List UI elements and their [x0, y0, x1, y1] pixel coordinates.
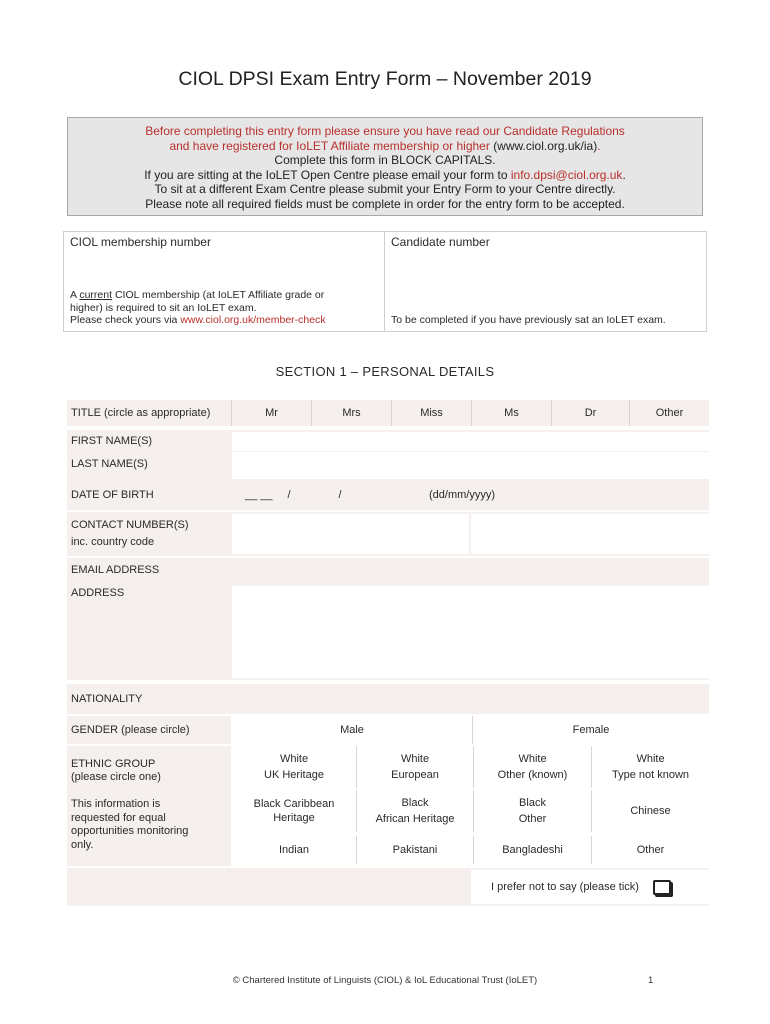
- ethnic-white-uk-line-1: White: [279, 753, 309, 765]
- notice-line-2-end: .: [597, 138, 601, 153]
- membership-note-current: current: [79, 289, 113, 302]
- notice-email-link[interactable]: info.dpsi@ciol.org.uk: [510, 167, 623, 182]
- prefer-not-row: [67, 868, 709, 906]
- address-row: [67, 582, 709, 680]
- notice-line-6: Please note all required fields must be complete in order for the entry form to be accepted.: [145, 196, 625, 211]
- contact-label: [71, 512, 189, 556]
- gender-option-female[interactable]: Female: [472, 716, 709, 744]
- page-title: CIOL DPSI Exam Entry Form – November 2019: [178, 68, 592, 90]
- ethnic-info-line-1: This information is: [71, 798, 161, 810]
- ethnic-black-african[interactable]: [356, 790, 473, 832]
- title-option-mrs[interactable]: Mrs: [311, 400, 391, 426]
- membership-number-label: CIOL membership number: [70, 235, 211, 249]
- ethnic-white-other[interactable]: [473, 746, 591, 788]
- gender-row: [67, 716, 709, 744]
- ethnic-white-european[interactable]: [356, 746, 473, 788]
- email-row: [67, 558, 709, 582]
- first-name-input[interactable]: [232, 432, 709, 451]
- last-name-input[interactable]: [232, 452, 709, 479]
- ethnic-other-label: Other: [636, 844, 665, 856]
- membership-note-line-3: Please check yours via: [70, 314, 181, 327]
- ethnic-bangladeshi-label: Bangladeshi: [502, 844, 563, 856]
- notice-ia-url[interactable]: (www.ciol.org.uk/ia): [493, 138, 598, 153]
- last-name-row: [67, 452, 709, 480]
- title-label: TITLE (circle as appropriate): [71, 407, 211, 419]
- dob-label: DATE OF BIRTH: [71, 489, 154, 501]
- address-label: ADDRESS: [71, 587, 125, 599]
- ethnic-white-uk-line-2: UK Heritage: [264, 769, 324, 781]
- ethnic-label-line-2: (please circle one): [71, 771, 161, 783]
- ethnic-bangladeshi[interactable]: [473, 836, 591, 864]
- ethnic-chinese-label: Chinese: [630, 805, 671, 817]
- ethnic-black-other[interactable]: [473, 790, 591, 832]
- ethnic-black-other-line-1: Black: [519, 797, 546, 809]
- gender-option-male[interactable]: Male: [340, 724, 364, 736]
- page-number: 1: [648, 975, 654, 986]
- ethnic-black-other-line-2: Other: [518, 813, 547, 825]
- candidate-number-note: To be completed if you have previously sat an IoLET exam.: [391, 314, 666, 327]
- ethnic-info-line-3: opportunities monitoring: [71, 825, 189, 837]
- member-check-link[interactable]: www.ciol.org.uk/member-check: [180, 314, 326, 327]
- ethnic-label-line-1: ETHNIC GROUP: [71, 758, 156, 770]
- ethnic-black-caribbean[interactable]: [232, 790, 356, 832]
- ethnic-black-african-line-1: Black: [401, 797, 429, 809]
- email-input[interactable]: [232, 558, 709, 582]
- section-1-heading: SECTION 1 – PERSONAL DETAILS: [275, 364, 495, 379]
- nationality-row: [67, 684, 709, 714]
- ethnic-white-other-line-1: White: [518, 753, 547, 765]
- ethnic-white-european-line-1: White: [400, 753, 430, 765]
- gender-label: GENDER (please circle): [67, 716, 231, 744]
- ethnic-white-other-line-2: Other (known): [497, 769, 568, 781]
- contact-label-line-1: CONTACT NUMBER(S): [71, 519, 189, 531]
- ethnic-indian-label: Indian: [279, 844, 309, 856]
- ethnic-black-african-line-2: African Heritage: [375, 813, 455, 825]
- prefer-not-label: I prefer not to say (please tick): [491, 881, 639, 893]
- dob-format: (dd/mm/yyyy): [429, 489, 495, 501]
- title-option-dr[interactable]: Dr: [551, 400, 629, 426]
- ethnic-info-note: [71, 798, 188, 852]
- contact-label-line-2: inc. country code: [71, 536, 155, 548]
- first-name-row: [67, 430, 709, 452]
- title-row: [67, 400, 709, 426]
- ethnic-white-unknown-line-2: Type not known: [611, 769, 690, 781]
- dob-slash-1: /: [287, 489, 291, 501]
- notice-line-1: Before completing this entry form please ensure you have read our Candidate Regulations: [145, 124, 625, 138]
- last-name-label: LAST NAME(S): [71, 458, 148, 470]
- notice-line-2-red: and have registered for IoLET Affiliate membership or higher: [169, 138, 494, 153]
- dob-row: [67, 480, 709, 510]
- membership-note: [70, 289, 326, 327]
- first-name-label: FIRST NAME(S): [71, 435, 153, 447]
- candidate-number-label: Candidate number: [391, 235, 490, 249]
- contact-number-input-1[interactable]: [232, 514, 469, 554]
- ethnic-white-uk[interactable]: [232, 746, 356, 788]
- dob-slash-2: /: [338, 489, 342, 501]
- dob-day-blank[interactable]: __ __: [245, 489, 273, 501]
- title-option-mr[interactable]: Mr: [231, 400, 311, 426]
- ethnic-white-unknown[interactable]: [591, 746, 709, 788]
- address-input[interactable]: [232, 586, 709, 678]
- notice-box: [67, 117, 703, 216]
- email-label: EMAIL ADDRESS: [71, 564, 160, 576]
- ethnic-black-caribbean-line-1: Black Caribbean: [253, 798, 335, 810]
- title-option-miss[interactable]: Miss: [391, 400, 471, 426]
- title-option-other[interactable]: Other: [629, 400, 709, 426]
- ethnic-black-caribbean-line-2: Heritage: [273, 812, 315, 824]
- ethnic-white-unknown-line-1: White: [636, 753, 665, 765]
- ethnic-other[interactable]: [591, 836, 709, 864]
- title-option-ms[interactable]: Ms: [471, 400, 551, 426]
- contact-number-input-2[interactable]: [471, 514, 709, 554]
- notice-line-5: To sit at a different Exam Centre please submit your Entry Form to your Centre directly.: [154, 182, 616, 197]
- footer-copyright: © Chartered Institute of Linguists (CIOL) & IoL Educational Trust (IoLET): [232, 975, 538, 986]
- notice-line-2: [68, 139, 702, 154]
- ethnic-group-block: [67, 746, 709, 866]
- membership-box: [63, 231, 707, 332]
- notice-line-4-end: .: [622, 167, 626, 182]
- membership-number-field[interactable]: [64, 232, 385, 331]
- ethnic-label: [71, 758, 161, 784]
- contact-row: [67, 512, 709, 556]
- membership-note-a: A: [70, 289, 80, 302]
- nationality-label: NATIONALITY: [71, 693, 143, 705]
- membership-note-line-2: higher) is required to sit an IoLET exam.: [70, 301, 257, 314]
- ethnic-pakistani[interactable]: [356, 836, 473, 864]
- membership-note-b: CIOL membership (at IoLET Affiliate grade or: [112, 289, 325, 302]
- ethnic-pakistani-label: Pakistani: [392, 844, 438, 856]
- nationality-input[interactable]: [232, 684, 709, 714]
- candidate-number-field[interactable]: [385, 232, 706, 331]
- notice-line-3: Complete this form in BLOCK CAPITALS.: [274, 153, 496, 168]
- prefer-not-option[interactable]: [471, 870, 709, 904]
- ethnic-white-european-line-2: European: [391, 769, 439, 781]
- ethnic-info-line-2: requested for equal: [71, 811, 166, 824]
- ethnic-info-line-4: only.: [71, 838, 94, 851]
- notice-line-4-start: If you are sitting at the IoLET Open Centre please email your form to: [144, 167, 511, 182]
- prefer-not-checkbox[interactable]: [653, 880, 671, 895]
- notice-line-4: [68, 168, 702, 183]
- ethnic-chinese[interactable]: [591, 790, 709, 832]
- ethnic-indian[interactable]: [232, 836, 356, 864]
